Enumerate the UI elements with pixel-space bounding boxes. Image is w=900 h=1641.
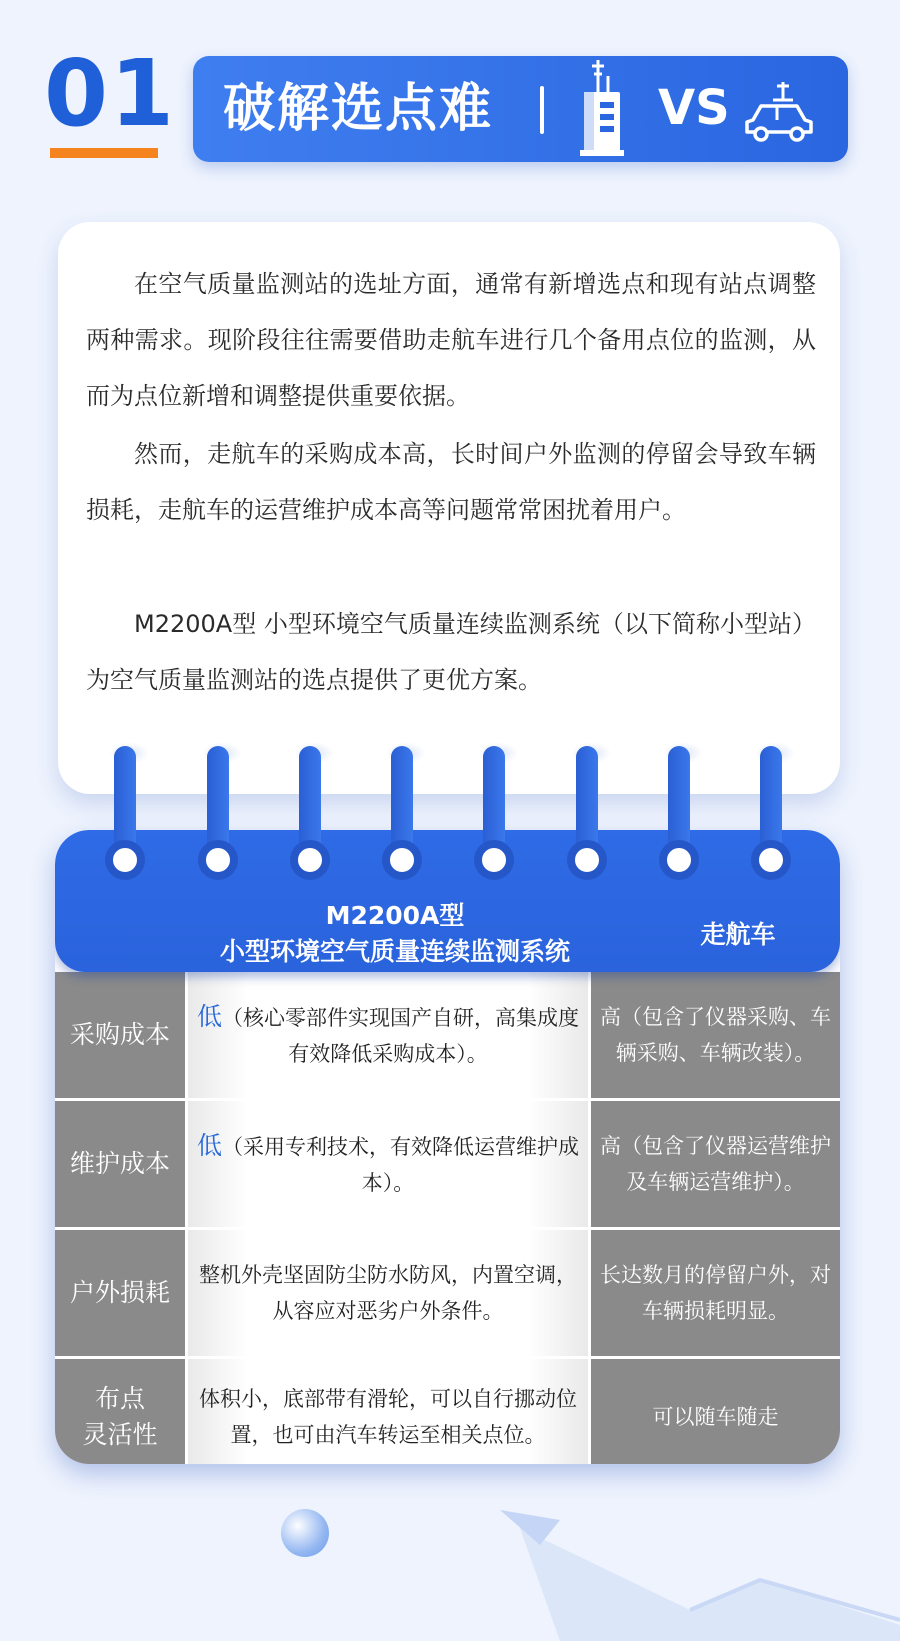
row-label: 户外损耗 <box>55 1230 188 1356</box>
table-row <box>55 1101 840 1230</box>
header-mini-station <box>165 898 625 970</box>
ring-eyelet <box>382 840 422 880</box>
mini-station-cell <box>188 972 591 1098</box>
ring-eyelet <box>474 840 514 880</box>
intro-paragraph: 然而，走航车的采购成本高，长时间户外监测的停留会导致车辆损耗，走航车的运营维护成本高等问题常常困扰着用户。 <box>86 440 816 524</box>
section-number-underline <box>50 148 158 158</box>
header-mini-station-name: 小型环境空气质量连续监测系统 <box>219 937 570 966</box>
mini-station-text: （采用专利技术，有效降低运营维护成本）。 <box>222 1134 579 1195</box>
car-cell: 可以随车随走 <box>591 1359 840 1464</box>
mini-station-text: 整机外壳坚固防尘防水防风，内置空调，从容应对恶劣户外条件。 <box>199 1263 577 1323</box>
row-label-line: 灵活性 <box>82 1420 158 1449</box>
table-header <box>55 830 840 972</box>
row-label: 采购成本 <box>55 972 188 1098</box>
table-row <box>55 1230 840 1359</box>
car-icon <box>743 80 815 144</box>
intro-card <box>58 222 840 794</box>
section-number: 01 <box>44 40 177 147</box>
comparison-table <box>55 830 840 1464</box>
ring-eyelet <box>290 840 330 880</box>
table-row <box>55 1359 840 1464</box>
table-body <box>55 972 840 1464</box>
ring-eyelet <box>751 840 791 880</box>
row-label: 维护成本 <box>55 1101 188 1227</box>
ring-eyelet <box>198 840 238 880</box>
mini-station-cell <box>188 1230 591 1356</box>
header-car: 走航车 <box>700 920 776 949</box>
mini-station-text: （核心零部件实现国产自研，高集成度有效降低采购成本）。 <box>222 1005 579 1066</box>
car-cell: 高（包含了仪器采购、车辆采购、车辆改装）。 <box>591 972 840 1098</box>
low-marker: 低 <box>196 1001 222 1031</box>
vs-label: VS <box>658 80 730 136</box>
header-mini-station-model: M2200A型 <box>325 901 465 930</box>
table-row <box>55 972 840 1101</box>
mini-station-cell <box>188 1359 591 1464</box>
ring-eyelet <box>659 840 699 880</box>
low-marker: 低 <box>196 1130 222 1160</box>
row-label-line: 布点 <box>94 1384 145 1413</box>
title-banner <box>193 56 848 162</box>
ring-eyelet <box>567 840 607 880</box>
intro-paragraph: M2200A型 小型环境空气质量连续监测系统（以下简称小型站）为空气质量监测站的选点提供了更优方案。 <box>86 610 816 694</box>
row-label <box>55 1359 188 1464</box>
car-cell: 高（包含了仪器运营维护及车辆运营维护）。 <box>591 1101 840 1227</box>
mini-station-text: 体积小，底部带有滑轮，可以自行挪动位置，也可由汽车转运至相关点位。 <box>199 1387 577 1447</box>
car-cell: 长达数月的停留户外，对车辆损耗明显。 <box>591 1230 840 1356</box>
decorative-bubble <box>281 1509 329 1557</box>
monitoring-station-icon <box>578 58 626 158</box>
banner-divider <box>540 86 544 134</box>
mini-station-cell <box>188 1101 591 1227</box>
intro-paragraph: 在空气质量监测站的选址方面，通常有新增选点和现有站点调整两种需求。现阶段往往需要借助走航车进行几个备用点位的监测，从而为点位新增和调整提供重要依据。 <box>86 270 816 410</box>
ring-eyelet <box>105 840 145 880</box>
banner-title: 破解选点难 <box>223 79 494 139</box>
